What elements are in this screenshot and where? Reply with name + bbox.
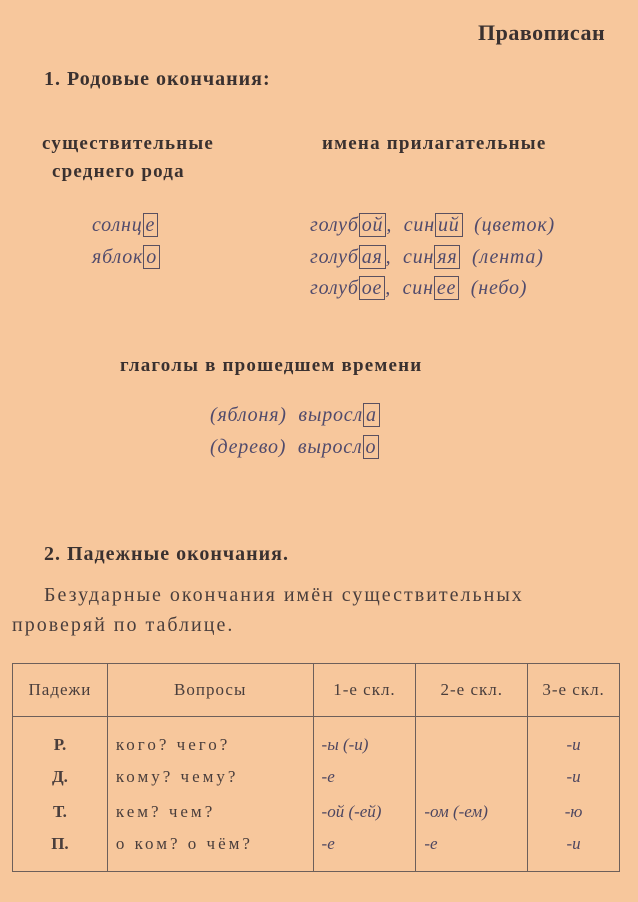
separator: , [385,246,392,268]
declension2-cell: -е [416,829,528,872]
adjectives-label: имена прилагательные [322,133,547,154]
section1-heading: 1. Родовые окончания: [44,68,271,90]
adjective-ending-box: ое [359,276,385,300]
declension1-cell: -е [313,829,416,872]
adjective-example [310,246,544,269]
noun-ending-box: о [143,245,160,269]
verb-example [210,436,379,459]
table-header: Падежи [13,664,108,717]
question-cell: кому? чему? [107,759,313,794]
noun-ending-box: е [143,213,159,237]
adjective-ending-box: ий [435,213,463,237]
adjective-stem: син [403,214,435,236]
separator: , [386,214,393,236]
declension1-cell: -ой (-ей) [313,794,416,829]
nouns-label-line1: существительные [42,133,215,154]
declension3-cell: -и [528,759,620,794]
verb-subject: (яблоня) [210,404,287,426]
table-row [13,794,620,829]
adjective-note: (небо) [470,277,528,299]
adjective-note: (лента) [472,246,544,268]
table-header: 3-е скл. [528,664,620,717]
separator: , [385,277,391,299]
adjective-ending-box: ая [359,245,386,269]
paragraph-line2: проверяй по таблице. [12,614,235,636]
question-cell: кем? чем? [107,794,313,829]
verb-stem: выросл [297,436,363,458]
adjective-note: (цветок) [474,214,555,236]
noun-stem: яблок [92,246,144,268]
declension2-cell [416,759,528,794]
paragraph-line1: Безударные окончания имён существительных [44,584,524,606]
case-cell: Р. [13,717,108,760]
noun-example [92,214,158,237]
adjective-stem: голуб [310,277,359,299]
declension3-cell: -и [528,717,620,760]
table-header: Вопросы [107,664,313,717]
adjective-stem: голуб [310,214,359,236]
declension1-cell: -е [313,759,416,794]
verb-subject: (дерево) [210,436,287,458]
case-endings-table [12,663,620,872]
table-row [13,759,620,794]
declension3-cell: -ю [528,794,620,829]
adjective-example [310,277,527,300]
nouns-label-line2: среднего рода [52,161,185,182]
declension1-cell: -ы (-и) [313,717,416,760]
verb-ending-box: о [363,435,380,459]
declension2-cell: -ом (-ем) [416,794,528,829]
table-header: 1-е скл. [313,664,416,717]
page-title: Правописан [478,20,606,45]
case-cell: Д. [13,759,108,794]
table-row [13,717,620,760]
table-header-row [13,664,620,717]
verb-ending-box: а [363,403,380,427]
adjective-example [310,214,555,237]
verbs-label: глаголы в прошедшем времени [120,355,423,376]
adjective-ending-box: яя [434,245,460,269]
noun-example [92,246,160,269]
table-header: 2-е скл. [416,664,528,717]
adjective-stem: син [403,246,435,268]
adjective-ending-box: ой [359,213,387,237]
question-cell: кого? чего? [107,717,313,760]
verb-example [210,404,380,427]
declension3-cell: -и [528,829,620,872]
section2-heading: 2. Падежные окончания. [44,543,289,565]
adjective-stem: голуб [310,246,359,268]
case-cell: Т. [13,794,108,829]
adjective-stem: син [402,277,434,299]
verb-stem: выросл [298,404,363,426]
noun-stem: солнц [92,214,143,236]
case-cell: П. [13,829,108,872]
declension2-cell [416,717,528,760]
table-row [13,829,620,872]
adjective-ending-box: ее [434,276,459,300]
question-cell: о ком? о чём? [107,829,313,872]
